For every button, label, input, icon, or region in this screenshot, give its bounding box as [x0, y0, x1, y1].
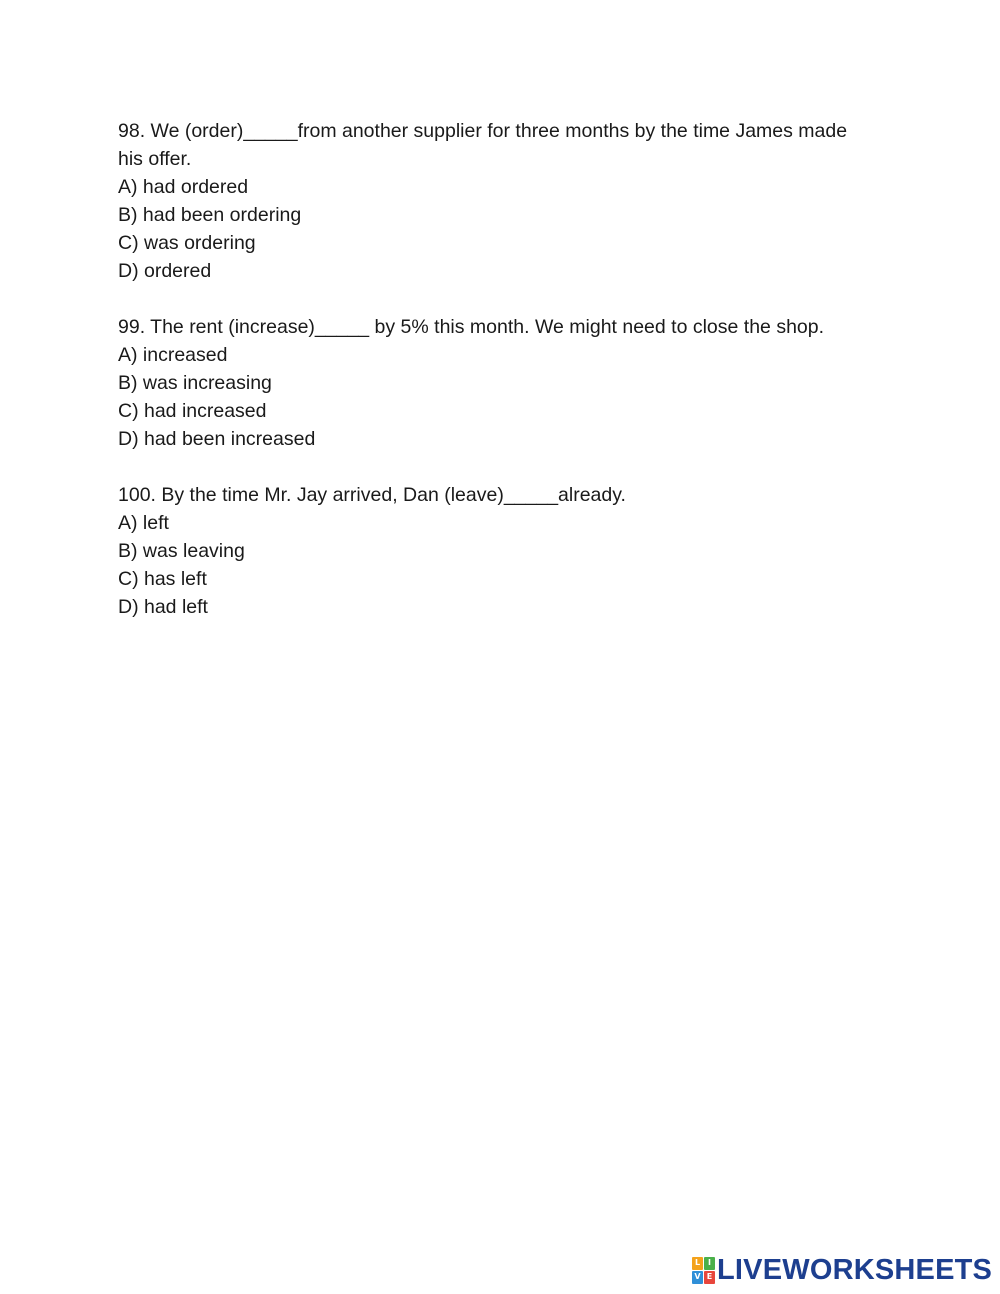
logo-mark-letter: L	[692, 1257, 703, 1270]
logo-mark-letter: V	[692, 1271, 703, 1284]
logo-text: LIVEWORKSHEETS	[717, 1254, 993, 1286]
option-a: A) had ordered	[118, 176, 249, 198]
option-b: B) was leaving	[118, 540, 245, 562]
question-text: 99. The rent (increase)_____ by 5% this month. We might need to close the shop.	[118, 316, 825, 338]
option-d: D) had been increased	[118, 428, 316, 450]
option-b: B) was increasing	[118, 372, 272, 394]
question-99	[118, 313, 918, 453]
option-d: D) ordered	[118, 260, 212, 282]
question-98	[118, 117, 918, 285]
option-c: C) has left	[118, 568, 207, 590]
question-text: 100. By the time Mr. Jay arrived, Dan (leave)_____already.	[118, 484, 626, 506]
liveworksheets-logo	[692, 1255, 992, 1285]
option-a: A) increased	[118, 344, 228, 366]
option-c: C) was ordering	[118, 232, 256, 254]
logo-mark-letter: I	[704, 1257, 715, 1270]
option-a: A) left	[118, 512, 169, 534]
worksheet	[118, 117, 918, 649]
logo-mark-letter: E	[704, 1271, 715, 1284]
question-100	[118, 481, 918, 621]
option-d: D) had left	[118, 596, 208, 618]
option-b: B) had been ordering	[118, 204, 302, 226]
question-text: 98. We (order)_____from another supplier for three months by the time James made his offer.	[118, 120, 848, 170]
option-c: C) had increased	[118, 400, 267, 422]
logo-mark-icon	[692, 1257, 714, 1283]
